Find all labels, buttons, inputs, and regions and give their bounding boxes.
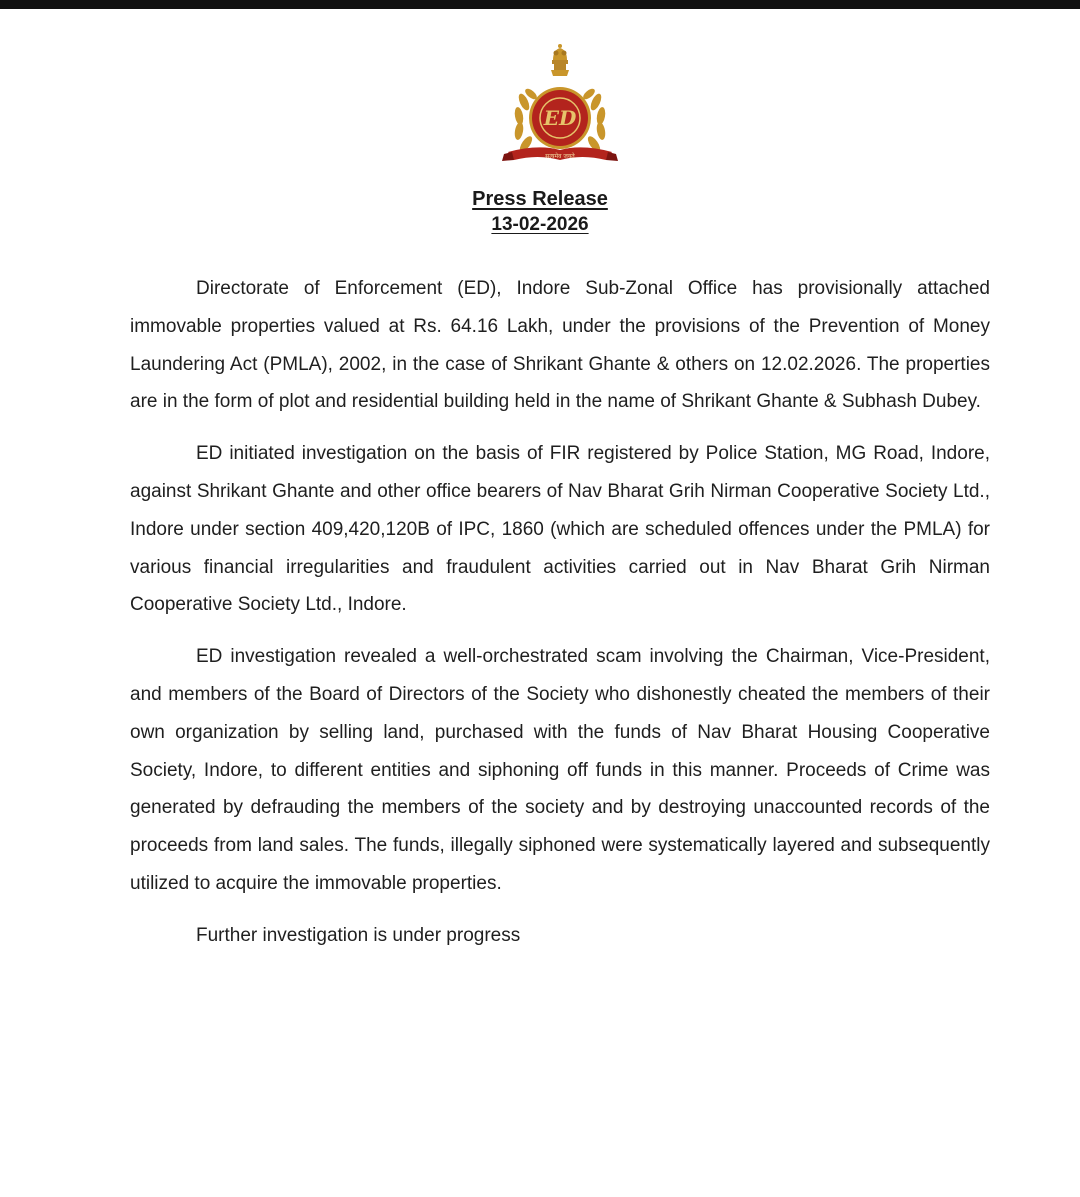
paragraph-further-investigation: Further investigation is under progress bbox=[196, 924, 521, 946]
release-date: 13-02-2026 bbox=[491, 214, 589, 235]
lion-capital-icon bbox=[551, 44, 569, 76]
emblem-icon bbox=[498, 42, 622, 172]
paragraph-attachment: Directorate of Enforcement (ED), Indore Sub-Zonal Office has provisionally attached immovable properties valued at Rs. 64.16 Lakh, under the provisions of the Prevention of Money Laundering Act (PMLA), 2002, in the case of Shrikant Ghante & others on 12.02.2026. The properties are in the form of plot and residential building held in the name of Shrikant Ghante & Subhash Dubey. bbox=[130, 278, 990, 413]
top-border-bar bbox=[0, 0, 1080, 9]
paragraph-investigation-basis: ED initiated investigation on the basis of FIR registered by Police Station, MG Road, Indore, against Shrikant Ghante and other office bearers of Nav Bharat Grih Nirman Cooperative Society Ltd., Indore under section 409,420,120B of IPC, 1860 (which are scheduled offences under the PMLA) for various financial irregularities and fraudulent activities carried out in Nav Bharat Grih Nirman Cooperative Society Ltd., Indore. bbox=[130, 443, 990, 616]
emblem-monogram: ED bbox=[543, 106, 577, 130]
page-title: Press Release bbox=[472, 188, 608, 210]
emblem-motto: सत्यमेव जयते bbox=[545, 153, 575, 160]
ed-emblem-logo bbox=[498, 42, 622, 172]
paragraph-scam-details: ED investigation revealed a well-orchestrated scam involving the Chairman, Vice-President, and members of the Board of Directors of the Society who dishonestly cheated the members of their own organization by selling land, purchased with the funds of Nav Bharat Housing Cooperative Society, Indore, to different entities and siphoning off funds in this manner. Proceeds of Crime was generated by defrauding the members of the society and by destroying unaccounted records of the proceeds from land sales. The funds, illegally siphoned were systematically layered and subsequently utilized to acquire the immovable properties. bbox=[130, 646, 990, 894]
press-release-heading bbox=[0, 186, 1080, 238]
press-release-body bbox=[130, 270, 990, 969]
